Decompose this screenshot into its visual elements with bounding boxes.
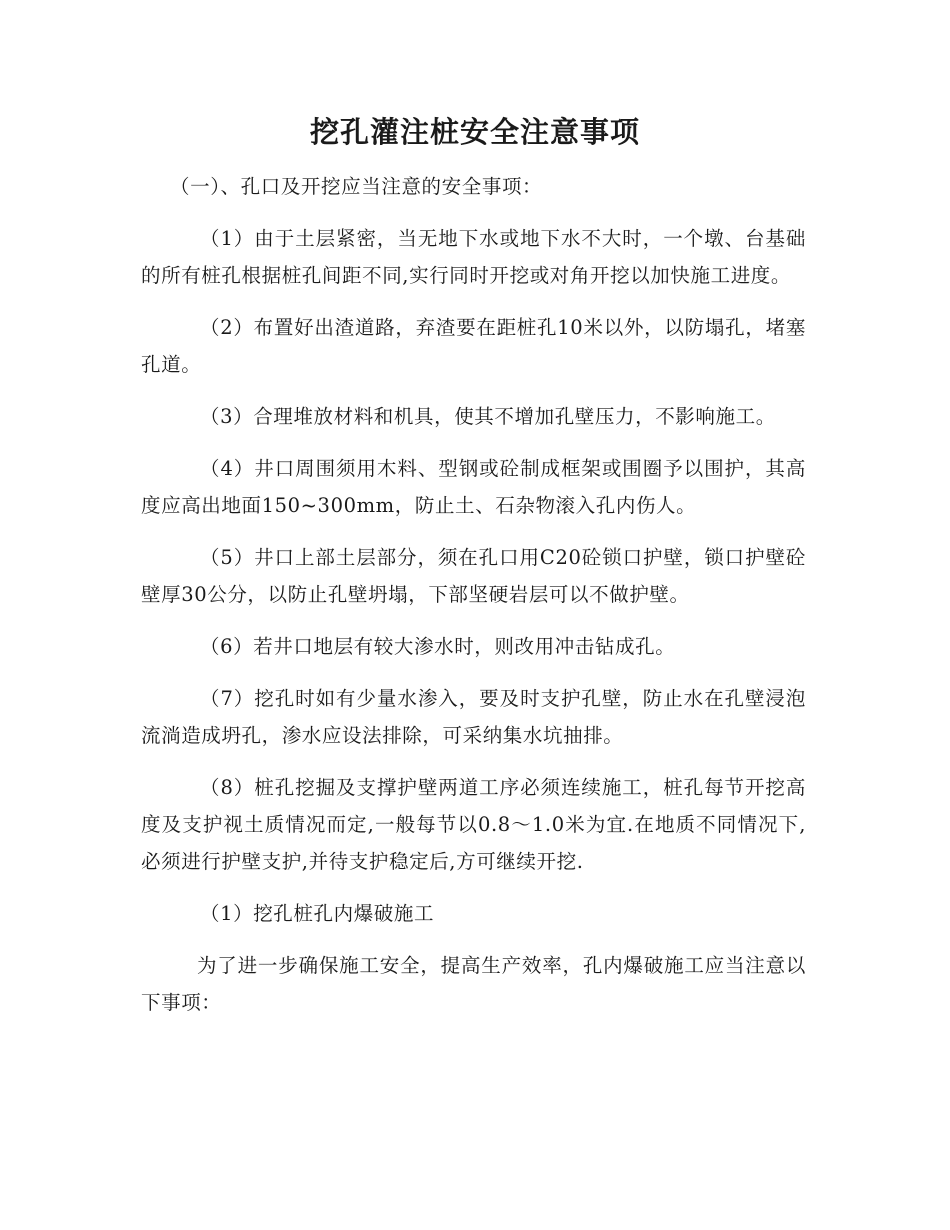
section-heading: （一）、孔口及开挖应当注意的安全事项： [170,175,543,198]
list-item: （7）挖孔时如有少量水渗入，要及时支护孔壁，防止水在孔壁浸泡流淌造成坍孔，渗水应设法排除，可采纳集水坑抽排。 [141,687,806,747]
list-item: （8）桩孔挖掘及支撑护壁两道工序必须连续施工，桩孔每节开挖高度及支护视土质情况而定,一般每节以0.8～1.0米为宜.在地质不同情况下,必须进行护壁支护,并待支护稳定后,方可继续开挖. [141,776,806,873]
list-item: （2）布置好出渣道路，弃渣要在距桩孔10米以外，以防塌孔，堵塞孔道。 [141,316,806,376]
page-title: 挖孔灌注桩安全注意事项 [309,115,640,149]
list-item: （1）由于土层紧密，当无地下水或地下水不大时，一个墩、台基础的所有桩孔根据桩孔间距不同,实行同时开挖或对角开挖以加快施工进度。 [141,227,806,287]
list-item: （4）井口周围须用木料、型钢或砼制成框架或围圈予以围护，其高度应高出地面150~300mm，防止土、石杂物滚入孔内伤人。 [141,457,806,517]
subsection-heading: （1）挖孔桩孔内爆破施工 [200,902,435,925]
list-item: （5）井口上部土层部分，须在孔口用C20砼锁口护壁，锁口护壁砼壁厚30公分，以防止孔壁坍塌，下部坚硬岩层可以不做护壁。 [141,546,806,606]
list-item: （3）合理堆放材料和机具，使其不增加孔壁压力，不影响施工。 [200,405,776,428]
list-item: （6）若井口地层有较大渗水时，则改用冲击钻成孔。 [200,635,676,658]
document-body [141,168,806,1021]
intro-paragraph: 为了进一步确保施工安全，提高生产效率，孔内爆破施工应当注意以下事项： [141,954,806,1014]
